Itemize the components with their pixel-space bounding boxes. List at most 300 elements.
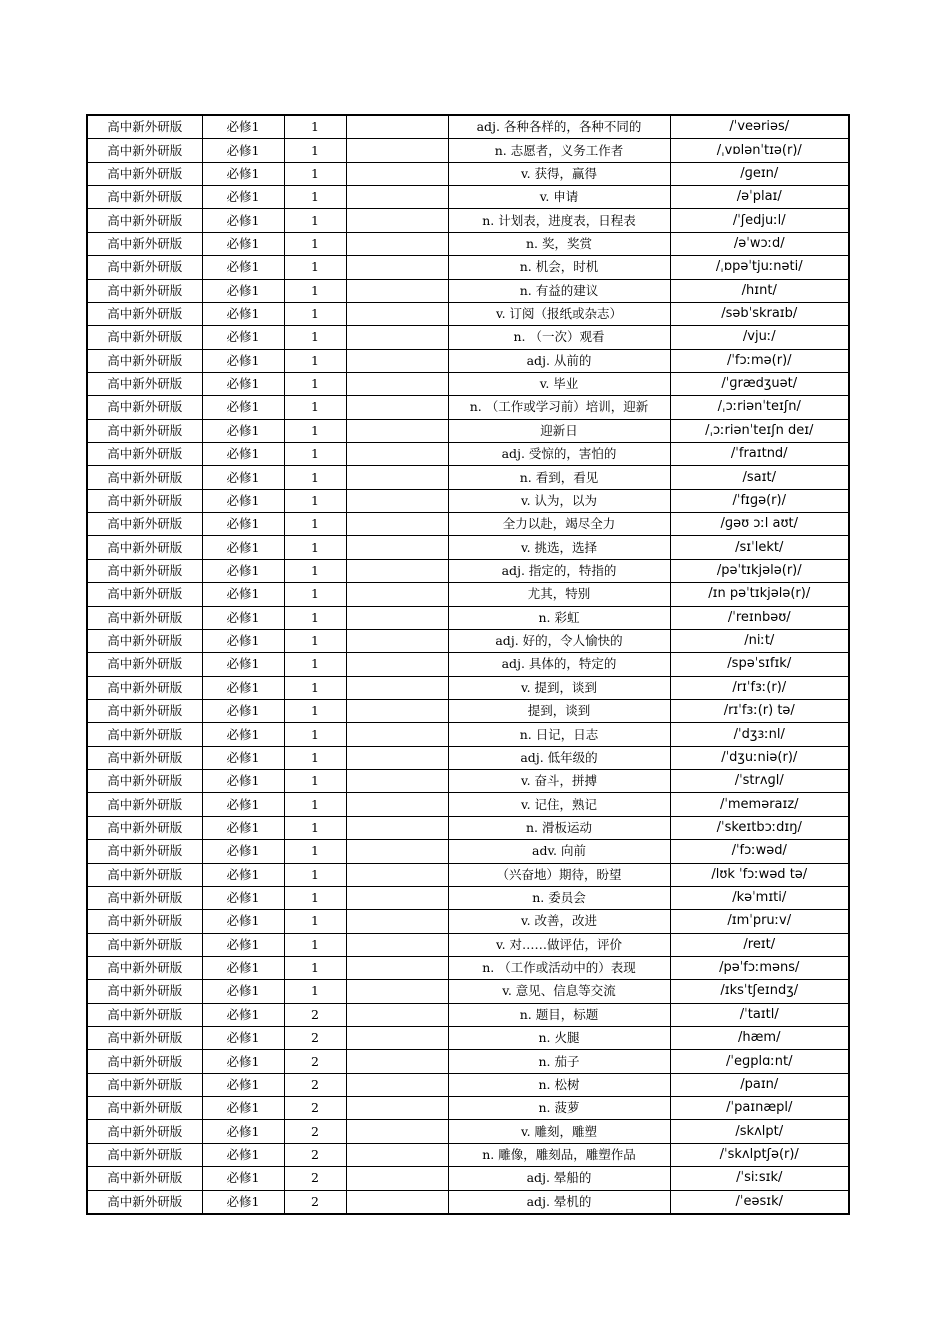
table-row — [87, 1050, 849, 1073]
phonetic-cell: /ˈmeməraɪz/ — [670, 793, 849, 816]
table-row — [87, 559, 849, 582]
unit-cell: 2 — [284, 1003, 346, 1026]
textbook-cell: 高中新外研版 — [87, 466, 202, 489]
textbook-cell: 高中新外研版 — [87, 349, 202, 372]
phonetic-cell: /lʊk ˈfɔːwəd tə/ — [670, 863, 849, 886]
meaning-cell: （兴奋地）期待，盼望 — [448, 863, 670, 886]
unit-cell: 1 — [284, 115, 346, 139]
word-cell — [346, 956, 448, 979]
volume-cell: 必修1 — [202, 186, 284, 209]
word-cell — [346, 910, 448, 933]
unit-cell: 1 — [284, 933, 346, 956]
unit-cell: 1 — [284, 886, 346, 909]
volume-cell: 必修1 — [202, 886, 284, 909]
word-cell — [346, 1120, 448, 1143]
phonetic-cell: /ˈsiːsɪk/ — [670, 1167, 849, 1190]
phonetic-cell: /rɪˈfɜː(r) tə/ — [670, 699, 849, 722]
table-row — [87, 886, 849, 909]
meaning-cell: 尤其，特别 — [448, 583, 670, 606]
phonetic-cell: /əˈwɔːd/ — [670, 232, 849, 255]
meaning-cell: n. 松树 — [448, 1073, 670, 1096]
word-cell — [346, 1143, 448, 1166]
volume-cell: 必修1 — [202, 653, 284, 676]
meaning-cell: n. 有益的建议 — [448, 279, 670, 302]
unit-cell: 1 — [284, 676, 346, 699]
meaning-cell: n. 奖，奖赏 — [448, 232, 670, 255]
meaning-cell: adj. 低年级的 — [448, 746, 670, 769]
word-cell — [346, 396, 448, 419]
meaning-cell: v. 改善，改进 — [448, 910, 670, 933]
word-cell — [346, 256, 448, 279]
unit-cell: 1 — [284, 419, 346, 442]
unit-cell: 1 — [284, 583, 346, 606]
meaning-cell: n. 茄子 — [448, 1050, 670, 1073]
textbook-cell: 高中新外研版 — [87, 606, 202, 629]
meaning-cell: v. 认为，以为 — [448, 489, 670, 512]
table-row — [87, 489, 849, 512]
unit-cell: 1 — [284, 653, 346, 676]
phonetic-cell: /ˌɔːriənˈteɪʃn deɪ/ — [670, 419, 849, 442]
word-cell — [346, 489, 448, 512]
textbook-cell: 高中新外研版 — [87, 1073, 202, 1096]
vocabulary-table-body — [87, 115, 849, 1214]
word-cell — [346, 559, 448, 582]
phonetic-cell: /ˌɔːriənˈteɪʃn/ — [670, 396, 849, 419]
textbook-cell: 高中新外研版 — [87, 559, 202, 582]
phonetic-cell: /hæm/ — [670, 1027, 849, 1050]
unit-cell: 1 — [284, 279, 346, 302]
textbook-cell: 高中新外研版 — [87, 302, 202, 325]
volume-cell: 必修1 — [202, 606, 284, 629]
table-row — [87, 746, 849, 769]
meaning-cell: n. 看到，看见 — [448, 466, 670, 489]
table-row — [87, 209, 849, 232]
textbook-cell: 高中新外研版 — [87, 956, 202, 979]
phonetic-cell: /səbˈskraɪb/ — [670, 302, 849, 325]
phonetic-cell: /reɪt/ — [670, 933, 849, 956]
table-row — [87, 816, 849, 839]
unit-cell: 1 — [284, 349, 346, 372]
volume-cell: 必修1 — [202, 699, 284, 722]
phonetic-cell: /hɪnt/ — [670, 279, 849, 302]
table-row — [87, 910, 849, 933]
table-row — [87, 1143, 849, 1166]
meaning-cell: 迎新日 — [448, 419, 670, 442]
volume-cell: 必修1 — [202, 1143, 284, 1166]
unit-cell: 2 — [284, 1050, 346, 1073]
table-row — [87, 396, 849, 419]
meaning-cell: n. （一次）观看 — [448, 326, 670, 349]
table-row — [87, 980, 849, 1003]
table-row — [87, 232, 849, 255]
unit-cell: 2 — [284, 1167, 346, 1190]
unit-cell: 1 — [284, 256, 346, 279]
volume-cell: 必修1 — [202, 209, 284, 232]
textbook-cell: 高中新外研版 — [87, 816, 202, 839]
meaning-cell: n. 菠萝 — [448, 1097, 670, 1120]
table-row — [87, 186, 849, 209]
word-cell — [346, 980, 448, 1003]
phonetic-cell: /ˈʃedjuːl/ — [670, 209, 849, 232]
table-row — [87, 653, 849, 676]
volume-cell: 必修1 — [202, 910, 284, 933]
textbook-cell: 高中新外研版 — [87, 1050, 202, 1073]
table-row — [87, 139, 849, 162]
textbook-cell: 高中新外研版 — [87, 209, 202, 232]
phonetic-cell: /pəˈfɔːməns/ — [670, 956, 849, 979]
phonetic-cell: /ˌvɒlənˈtɪə(r)/ — [670, 139, 849, 162]
word-cell — [346, 326, 448, 349]
unit-cell: 1 — [284, 980, 346, 1003]
textbook-cell: 高中新外研版 — [87, 1097, 202, 1120]
meaning-cell: v. 订阅（报纸或杂志） — [448, 302, 670, 325]
textbook-cell: 高中新外研版 — [87, 676, 202, 699]
phonetic-cell: /ˈdʒuːniə(r)/ — [670, 746, 849, 769]
textbook-cell: 高中新外研版 — [87, 653, 202, 676]
volume-cell: 必修1 — [202, 816, 284, 839]
textbook-cell: 高中新外研版 — [87, 793, 202, 816]
textbook-cell: 高中新外研版 — [87, 536, 202, 559]
textbook-cell: 高中新外研版 — [87, 1003, 202, 1026]
textbook-cell: 高中新外研版 — [87, 115, 202, 139]
volume-cell: 必修1 — [202, 956, 284, 979]
meaning-cell: v. 意见、信息等交流 — [448, 980, 670, 1003]
volume-cell: 必修1 — [202, 840, 284, 863]
phonetic-cell: /ˈreɪnbəʊ/ — [670, 606, 849, 629]
word-cell — [346, 372, 448, 395]
unit-cell: 1 — [284, 816, 346, 839]
textbook-cell: 高中新外研版 — [87, 1120, 202, 1143]
unit-cell: 2 — [284, 1027, 346, 1050]
volume-cell: 必修1 — [202, 980, 284, 1003]
meaning-cell: adv. 向前 — [448, 840, 670, 863]
volume-cell: 必修1 — [202, 372, 284, 395]
volume-cell: 必修1 — [202, 466, 284, 489]
meaning-cell: n. （工作或活动中的）表现 — [448, 956, 670, 979]
volume-cell: 必修1 — [202, 326, 284, 349]
unit-cell: 1 — [284, 466, 346, 489]
textbook-cell: 高中新外研版 — [87, 279, 202, 302]
volume-cell: 必修1 — [202, 1073, 284, 1096]
volume-cell: 必修1 — [202, 723, 284, 746]
table-row — [87, 770, 849, 793]
unit-cell: 1 — [284, 863, 346, 886]
table-row — [87, 840, 849, 863]
textbook-cell: 高中新外研版 — [87, 746, 202, 769]
meaning-cell: v. 毕业 — [448, 372, 670, 395]
unit-cell: 1 — [284, 910, 346, 933]
textbook-cell: 高中新外研版 — [87, 840, 202, 863]
phonetic-cell: /pəˈtɪkjələ(r)/ — [670, 559, 849, 582]
unit-cell: 1 — [284, 629, 346, 652]
word-cell — [346, 863, 448, 886]
table-row — [87, 536, 849, 559]
unit-cell: 1 — [284, 443, 346, 466]
volume-cell: 必修1 — [202, 419, 284, 442]
word-cell — [346, 279, 448, 302]
textbook-cell: 高中新外研版 — [87, 863, 202, 886]
unit-cell: 1 — [284, 793, 346, 816]
table-row — [87, 933, 849, 956]
textbook-cell: 高中新外研版 — [87, 770, 202, 793]
unit-cell: 1 — [284, 162, 346, 185]
volume-cell: 必修1 — [202, 302, 284, 325]
volume-cell: 必修1 — [202, 793, 284, 816]
meaning-cell: n. 计划表，进度表，日程表 — [448, 209, 670, 232]
table-row — [87, 419, 849, 442]
phonetic-cell: /ˈveəriəs/ — [670, 115, 849, 139]
unit-cell: 1 — [284, 139, 346, 162]
table-row — [87, 162, 849, 185]
phonetic-cell: /ˈskeɪtbɔːdɪŋ/ — [670, 816, 849, 839]
word-cell — [346, 443, 448, 466]
meaning-cell: n. 滑板运动 — [448, 816, 670, 839]
phonetic-cell: /vjuː/ — [670, 326, 849, 349]
textbook-cell: 高中新外研版 — [87, 1167, 202, 1190]
textbook-cell: 高中新外研版 — [87, 396, 202, 419]
meaning-cell: adj. 指定的，特指的 — [448, 559, 670, 582]
word-cell — [346, 1073, 448, 1096]
word-cell — [346, 653, 448, 676]
table-row — [87, 1120, 849, 1143]
unit-cell: 2 — [284, 1190, 346, 1214]
phonetic-cell: /ˈtaɪtl/ — [670, 1003, 849, 1026]
table-row — [87, 793, 849, 816]
volume-cell: 必修1 — [202, 676, 284, 699]
volume-cell: 必修1 — [202, 1003, 284, 1026]
volume-cell: 必修1 — [202, 770, 284, 793]
phonetic-cell: /ˈeəsɪk/ — [670, 1190, 849, 1214]
volume-cell: 必修1 — [202, 513, 284, 536]
table-row — [87, 1027, 849, 1050]
meaning-cell: adj. 晕机的 — [448, 1190, 670, 1214]
unit-cell: 1 — [284, 699, 346, 722]
meaning-cell: n. 火腿 — [448, 1027, 670, 1050]
word-cell — [346, 793, 448, 816]
textbook-cell: 高中新外研版 — [87, 1027, 202, 1050]
table-row — [87, 513, 849, 536]
meaning-cell: n. 机会，时机 — [448, 256, 670, 279]
unit-cell: 1 — [284, 746, 346, 769]
volume-cell: 必修1 — [202, 115, 284, 139]
phonetic-cell: /kəˈmɪti/ — [670, 886, 849, 909]
word-cell — [346, 349, 448, 372]
table-row — [87, 279, 849, 302]
table-row — [87, 1003, 849, 1026]
unit-cell: 1 — [284, 232, 346, 255]
volume-cell: 必修1 — [202, 1050, 284, 1073]
meaning-cell: v. 雕刻，雕塑 — [448, 1120, 670, 1143]
unit-cell: 2 — [284, 1120, 346, 1143]
phonetic-cell: /niːt/ — [670, 629, 849, 652]
word-cell — [346, 1003, 448, 1026]
word-cell — [346, 115, 448, 139]
word-cell — [346, 933, 448, 956]
meaning-cell: n. 日记，日志 — [448, 723, 670, 746]
word-cell — [346, 770, 448, 793]
phonetic-cell: /ˈfɔːmə(r)/ — [670, 349, 849, 372]
word-cell — [346, 629, 448, 652]
meaning-cell: n. 志愿者，义务工作者 — [448, 139, 670, 162]
phonetic-cell: /ˈeɡplɑːnt/ — [670, 1050, 849, 1073]
table-row — [87, 443, 849, 466]
unit-cell: 1 — [284, 186, 346, 209]
textbook-cell: 高中新外研版 — [87, 699, 202, 722]
textbook-cell: 高中新外研版 — [87, 232, 202, 255]
phonetic-cell: /ˈpaɪnæpl/ — [670, 1097, 849, 1120]
volume-cell: 必修1 — [202, 139, 284, 162]
volume-cell: 必修1 — [202, 349, 284, 372]
word-cell — [346, 186, 448, 209]
phonetic-cell: /paɪn/ — [670, 1073, 849, 1096]
unit-cell: 2 — [284, 1073, 346, 1096]
vocabulary-table — [86, 114, 850, 1215]
table-row — [87, 629, 849, 652]
volume-cell: 必修1 — [202, 1190, 284, 1214]
textbook-cell: 高中新外研版 — [87, 1143, 202, 1166]
unit-cell: 1 — [284, 396, 346, 419]
table-row — [87, 466, 849, 489]
volume-cell: 必修1 — [202, 443, 284, 466]
volume-cell: 必修1 — [202, 1097, 284, 1120]
word-cell — [346, 1097, 448, 1120]
table-row — [87, 723, 849, 746]
unit-cell: 1 — [284, 770, 346, 793]
unit-cell: 1 — [284, 513, 346, 536]
unit-cell: 1 — [284, 372, 346, 395]
meaning-cell: adj. 好的，令人愉快的 — [448, 629, 670, 652]
meaning-cell: n. 彩虹 — [448, 606, 670, 629]
meaning-cell: 全力以赴，竭尽全力 — [448, 513, 670, 536]
word-cell — [346, 536, 448, 559]
volume-cell: 必修1 — [202, 1167, 284, 1190]
word-cell — [346, 232, 448, 255]
meaning-cell: adj. 具体的，特定的 — [448, 653, 670, 676]
table-row — [87, 863, 849, 886]
volume-cell: 必修1 — [202, 746, 284, 769]
unit-cell: 1 — [284, 956, 346, 979]
textbook-cell: 高中新外研版 — [87, 326, 202, 349]
word-cell — [346, 723, 448, 746]
word-cell — [346, 816, 448, 839]
volume-cell: 必修1 — [202, 583, 284, 606]
volume-cell: 必修1 — [202, 933, 284, 956]
table-row — [87, 676, 849, 699]
phonetic-cell: /ˈstrʌɡl/ — [670, 770, 849, 793]
word-cell — [346, 162, 448, 185]
meaning-cell: n. 委员会 — [448, 886, 670, 909]
meaning-cell: adj. 受惊的，害怕的 — [448, 443, 670, 466]
phonetic-cell: /ɡəʊ ɔːl aʊt/ — [670, 513, 849, 536]
textbook-cell: 高中新外研版 — [87, 980, 202, 1003]
meaning-cell: v. 奋斗，拼搏 — [448, 770, 670, 793]
word-cell — [346, 606, 448, 629]
volume-cell: 必修1 — [202, 1027, 284, 1050]
textbook-cell: 高中新外研版 — [87, 372, 202, 395]
word-cell — [346, 513, 448, 536]
meaning-cell: v. 记住，熟记 — [448, 793, 670, 816]
table-row — [87, 1097, 849, 1120]
table-row — [87, 1073, 849, 1096]
meaning-cell: v. 对……做评估，评价 — [448, 933, 670, 956]
unit-cell: 2 — [284, 1143, 346, 1166]
table-row — [87, 349, 849, 372]
textbook-cell: 高中新外研版 — [87, 186, 202, 209]
volume-cell: 必修1 — [202, 279, 284, 302]
textbook-cell: 高中新外研版 — [87, 629, 202, 652]
unit-cell: 1 — [284, 326, 346, 349]
volume-cell: 必修1 — [202, 536, 284, 559]
phonetic-cell: /skʌlpt/ — [670, 1120, 849, 1143]
meaning-cell: adj. 从前的 — [448, 349, 670, 372]
phonetic-cell: /ɡeɪn/ — [670, 162, 849, 185]
unit-cell: 1 — [284, 840, 346, 863]
phonetic-cell: /ɪksˈtʃeɪndʒ/ — [670, 980, 849, 1003]
phonetic-cell: /əˈplaɪ/ — [670, 186, 849, 209]
textbook-cell: 高中新外研版 — [87, 583, 202, 606]
table-row — [87, 583, 849, 606]
word-cell — [346, 209, 448, 232]
meaning-cell: n. 题目，标题 — [448, 1003, 670, 1026]
unit-cell: 1 — [284, 536, 346, 559]
phonetic-cell: /spəˈsɪfɪk/ — [670, 653, 849, 676]
meaning-cell: v. 提到，谈到 — [448, 676, 670, 699]
table-row — [87, 1190, 849, 1214]
textbook-cell: 高中新外研版 — [87, 886, 202, 909]
word-cell — [346, 840, 448, 863]
unit-cell: 1 — [284, 302, 346, 325]
table-row — [87, 302, 849, 325]
phonetic-cell: /ˈɡrædʒuət/ — [670, 372, 849, 395]
phonetic-cell: /rɪˈfɜː(r)/ — [670, 676, 849, 699]
unit-cell: 2 — [284, 1097, 346, 1120]
table-row — [87, 256, 849, 279]
volume-cell: 必修1 — [202, 396, 284, 419]
word-cell — [346, 302, 448, 325]
word-cell — [346, 419, 448, 442]
phonetic-cell: /sɪˈlekt/ — [670, 536, 849, 559]
word-cell — [346, 746, 448, 769]
phonetic-cell: /ˈdʒɜːnl/ — [670, 723, 849, 746]
word-cell — [346, 1027, 448, 1050]
meaning-cell: adj. 各种各样的，各种不同的 — [448, 115, 670, 139]
phonetic-cell: /ˌɒpəˈtjuːnəti/ — [670, 256, 849, 279]
phonetic-cell: /saɪt/ — [670, 466, 849, 489]
textbook-cell: 高中新外研版 — [87, 162, 202, 185]
phonetic-cell: /ɪmˈpruːv/ — [670, 910, 849, 933]
textbook-cell: 高中新外研版 — [87, 1190, 202, 1214]
table-row — [87, 606, 849, 629]
textbook-cell: 高中新外研版 — [87, 513, 202, 536]
unit-cell: 1 — [284, 209, 346, 232]
word-cell — [346, 1050, 448, 1073]
meaning-cell: 提到，谈到 — [448, 699, 670, 722]
volume-cell: 必修1 — [202, 232, 284, 255]
textbook-cell: 高中新外研版 — [87, 443, 202, 466]
table-row — [87, 1167, 849, 1190]
table-row — [87, 326, 849, 349]
volume-cell: 必修1 — [202, 559, 284, 582]
meaning-cell: v. 申请 — [448, 186, 670, 209]
unit-cell: 1 — [284, 606, 346, 629]
phonetic-cell: /ˈfraɪtnd/ — [670, 443, 849, 466]
meaning-cell: n. （工作或学习前）培训，迎新 — [448, 396, 670, 419]
phonetic-cell: /ˈskʌlptʃə(r)/ — [670, 1143, 849, 1166]
textbook-cell: 高中新外研版 — [87, 139, 202, 162]
unit-cell: 1 — [284, 559, 346, 582]
textbook-cell: 高中新外研版 — [87, 489, 202, 512]
table-row — [87, 372, 849, 395]
